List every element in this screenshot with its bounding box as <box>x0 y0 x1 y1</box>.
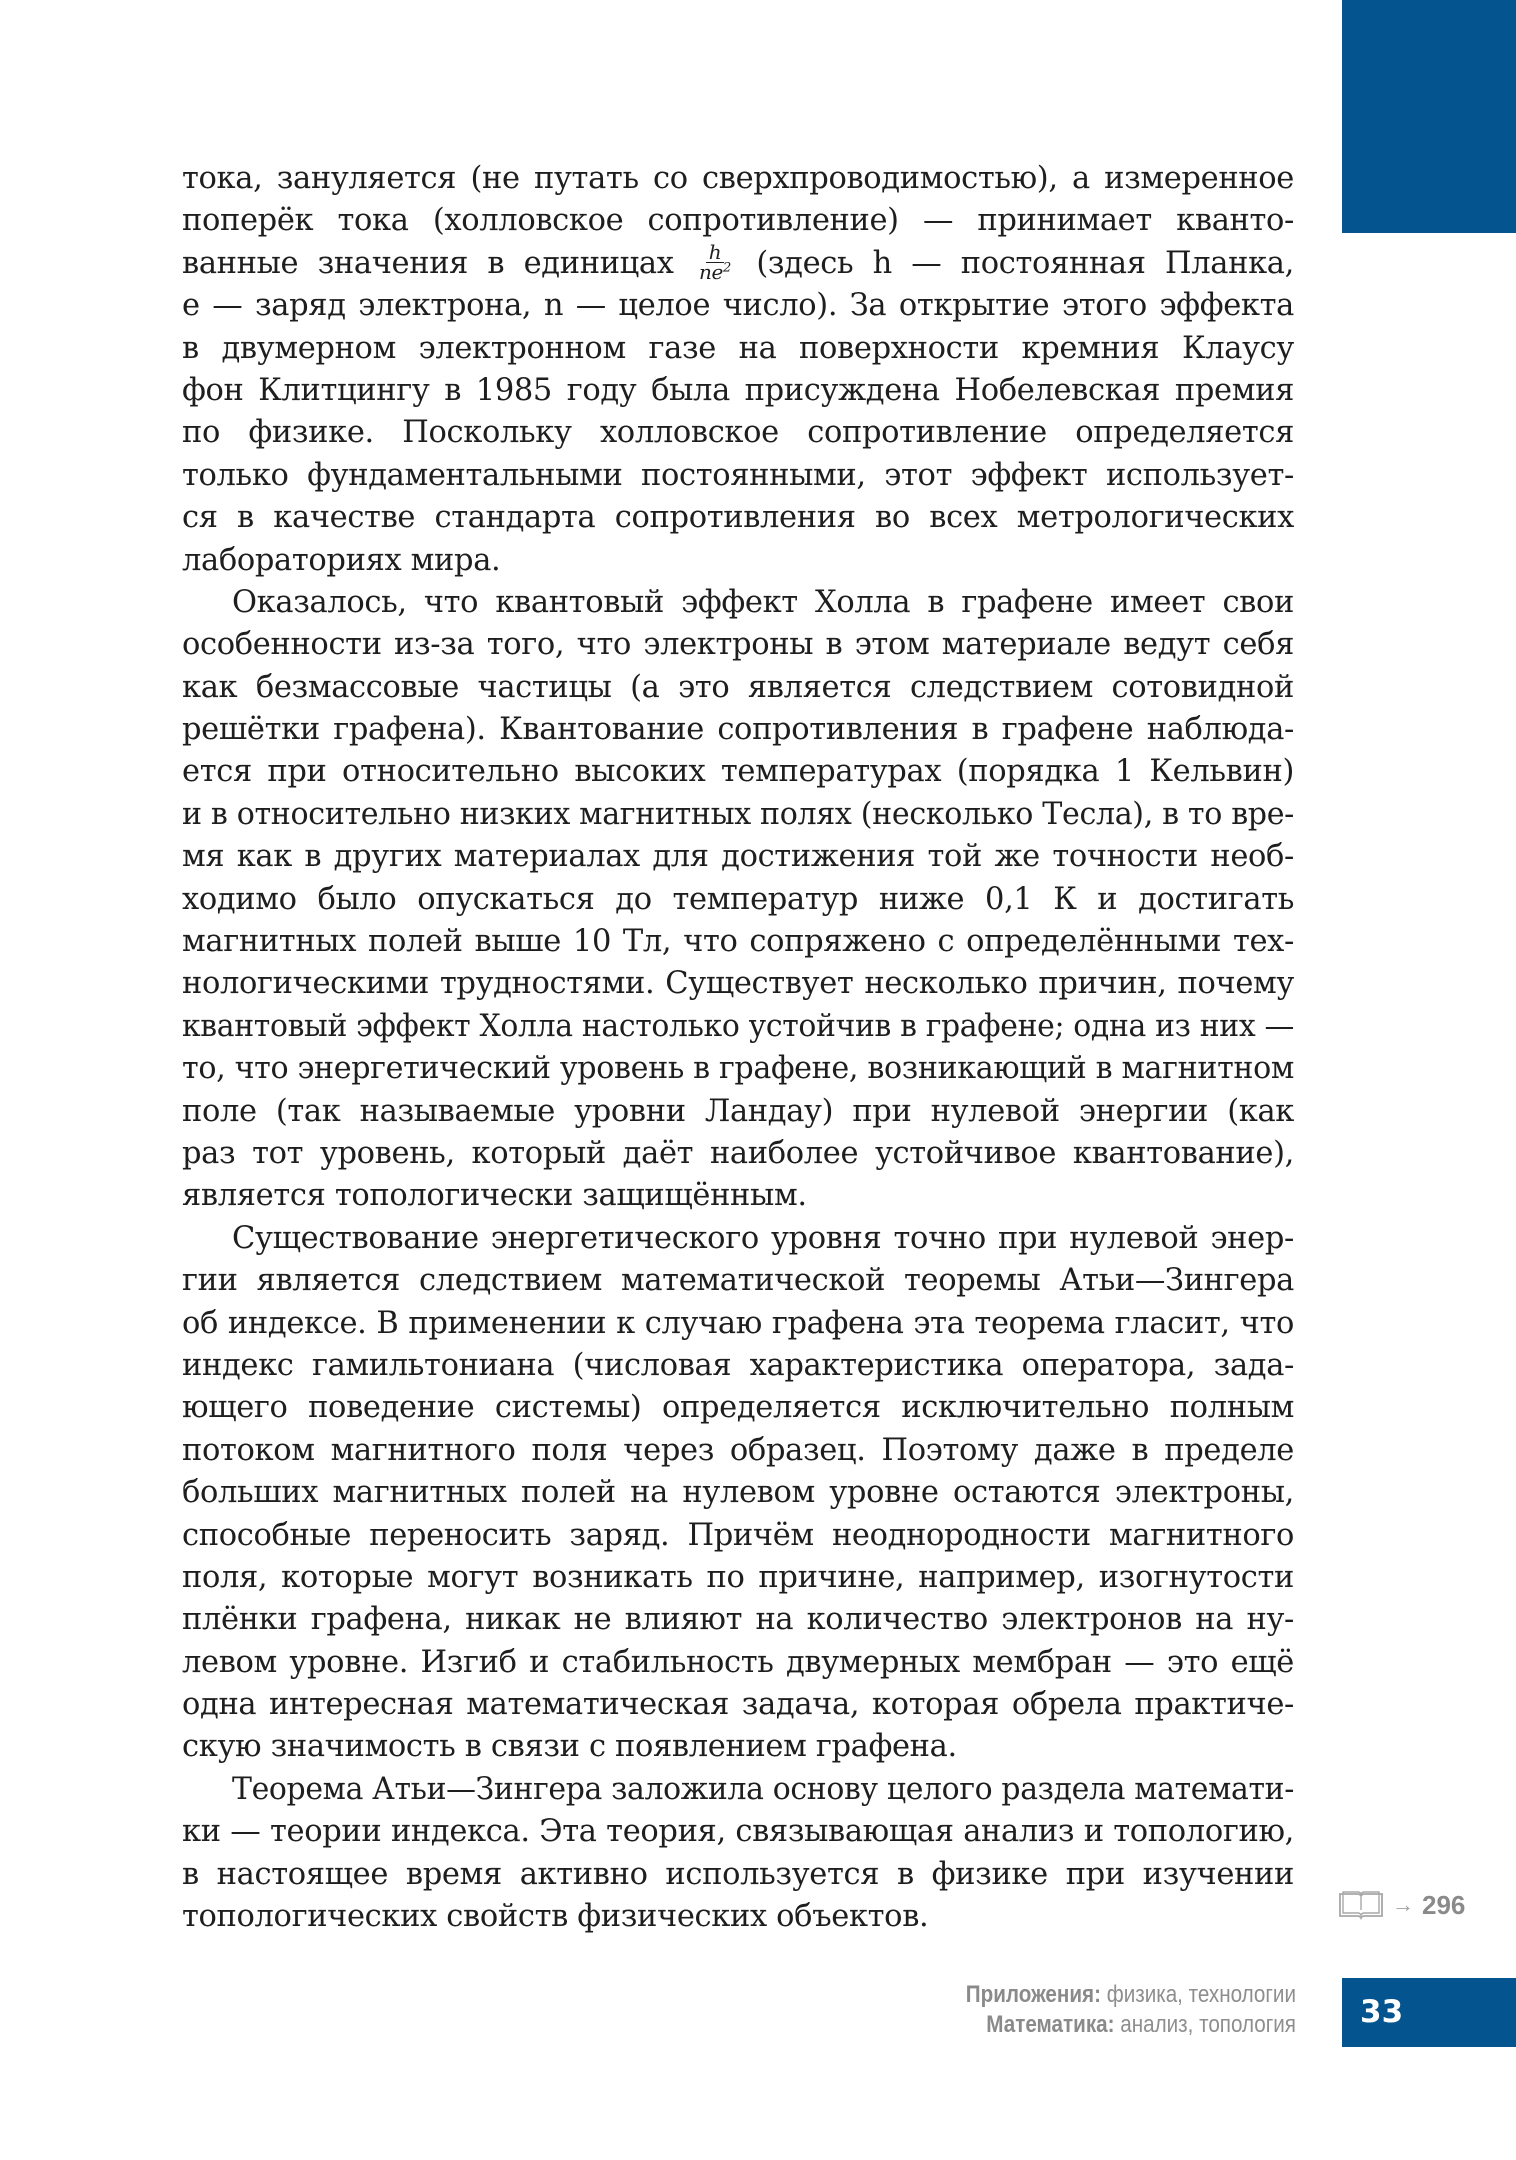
chapter-tab-marker <box>1342 0 1516 233</box>
open-book-icon <box>1338 1890 1384 1920</box>
text-line: особенности из-за того, что электроны в этом материале ведут себя <box>182 627 1294 663</box>
text-line: в двумерном электронном газе на поверхности кремния Клаусу <box>182 330 1294 366</box>
text-line: способные переносить заряд. Причём неоднородности магнитного <box>182 1517 1294 1553</box>
text-line: магнитных полей выше 10 Тл, что сопряжено с определёнными тех- <box>182 924 1294 960</box>
fraction-h-over-ne2 <box>699 240 731 285</box>
text-line: скую значимость в связи с появлением графена. <box>182 1729 957 1765</box>
paragraph <box>182 582 1294 1218</box>
text-line: ки — теории индекса. Эта теория, связывающая анализ и топологию, <box>182 1814 1294 1850</box>
text-line: поперёк тока (холловское сопротивление) — принимает кванто- <box>182 203 1294 239</box>
body-text <box>182 158 1294 1938</box>
text-line: фон Клитцингу в 1985 году была присуждена Нобелевская премия <box>182 372 1294 408</box>
text-line: одна интересная математическая задача, которая обрела практиче- <box>182 1687 1294 1723</box>
text-line: мя как в других материалах для достижения той же точности необ- <box>182 839 1294 875</box>
text-line: тока, зануляется (не путать со сверхпроводимостью), а измеренное <box>182 161 1294 196</box>
text-line: по физике. Поскольку холловское сопротивление определяется <box>182 415 1294 451</box>
text-line: квантовый эффект Холла настолько устойчив в графене; одна из них — <box>182 1008 1294 1044</box>
text-line: поля, которые могут возникать по причине, например, изогнутости <box>182 1559 1294 1595</box>
text-line: лабораториях мира. <box>182 542 501 578</box>
text-line: гии является следствием математической теоремы Атьи—Зингера <box>182 1263 1294 1299</box>
mathematics-label: Математика: <box>986 2011 1115 2038</box>
text-line: Существование энергетического уровня точно при нулевой энер- <box>232 1220 1294 1256</box>
text-line: Оказалось, что квантовый эффект Холла в графене имеет свои <box>232 584 1294 620</box>
reference-page-number[interactable]: 296 <box>1422 1889 1466 1920</box>
text-line: e — заряд электрона, n — целое число). За открытие этого эффекта <box>182 288 1294 324</box>
footer-categories <box>966 1980 1296 2040</box>
text-line: в настоящее время активно используется в физике при изучении <box>182 1856 1294 1892</box>
text-line: ется при относительно высоких температурах (порядка 1 Кельвин) <box>182 754 1294 790</box>
text-line: и в относительно низких магнитных полях (несколько Тесла), в то вре- <box>182 796 1294 832</box>
text-line: больших магнитных полей на нулевом уровне остаются электроны, <box>182 1475 1294 1511</box>
line-text-after: (здесь h — постоянная Планка, <box>756 245 1294 281</box>
text-line: потоком магнитного поля через образец. Поэтому даже в пределе <box>182 1432 1294 1468</box>
page-number: 33 <box>1342 1978 1516 2047</box>
text-line: нологическими трудностями. Существует несколько причин, почему <box>182 966 1294 1002</box>
footer-applications <box>966 1980 1296 2010</box>
fraction-numerator: h <box>706 243 725 263</box>
fraction-denominator: $ne^2$ <box>699 260 731 285</box>
text-line: то, что энергетический уровень в графене, возникающий в магнитном <box>182 1051 1294 1087</box>
applications-label: Приложения: <box>965 1981 1101 2008</box>
text-line: индекс гамильтониана (числовая характеристика оператора, зада- <box>182 1347 1294 1383</box>
arrow-right-icon: → <box>1392 1892 1414 1917</box>
text-line: решётки графена). Квантование сопротивления в графене наблюда- <box>182 712 1294 748</box>
text-line: как безмассовые частицы (а это является следствием сотовидной <box>182 669 1294 705</box>
applications-value: физика, технологии <box>1100 1981 1296 2008</box>
text-line: только фундаментальными постоянными, этот эффект использует- <box>182 457 1294 493</box>
text-line: является топологически защищённым. <box>182 1178 807 1214</box>
text-line: об индексе. В применении к случаю графена эта теорема гласит, что <box>182 1305 1294 1341</box>
text-line: ходимо было опускаться до температур ниже 0,1 К и достигать <box>182 881 1294 917</box>
text-line: раз тот уровень, который даёт наиболее устойчивое квантование), <box>182 1135 1294 1171</box>
text-line: поле (так называемые уровни Ландау) при нулевой энергии (как <box>182 1093 1294 1129</box>
text-line: топологических свойств физических объектов. <box>182 1899 929 1935</box>
paragraph <box>182 158 1294 582</box>
line-text-before: ванные значения в единицах <box>182 245 674 281</box>
text-line <box>182 240 1294 285</box>
paragraph <box>182 1218 1294 1769</box>
footer-mathematics <box>966 2010 1296 2040</box>
cross-reference[interactable] <box>1338 1888 1465 1922</box>
paragraph <box>182 1769 1294 1939</box>
text-line: левом уровне. Изгиб и стабильность двумерных мембран — это ещё <box>182 1644 1294 1680</box>
text-line: плёнки графена, никак не влияют на количество электронов на ну- <box>182 1602 1294 1638</box>
text-line: Теорема Атьи—Зингера заложила основу целого раздела математи- <box>232 1771 1294 1807</box>
text-line: ющего поведение системы) определяется исключительно полным <box>182 1390 1294 1426</box>
mathematics-value: анализ, топология <box>1114 2011 1296 2038</box>
text-line: ся в качестве стандарта сопротивления во всех метрологических <box>182 500 1294 536</box>
